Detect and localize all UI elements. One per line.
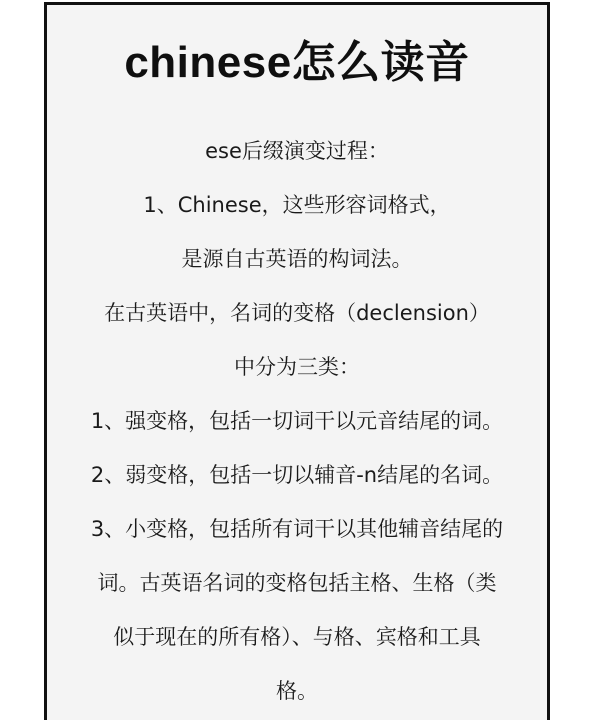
text-line: 1、强变格，包括一切词干以元音结尾的词。 xyxy=(90,409,504,433)
text-line: 在古英语中，名词的变格（declension） xyxy=(104,301,490,325)
text-line: 中分为三类： xyxy=(234,355,360,379)
text-line: 似于现在的所有格）、与格、宾格和工具 xyxy=(113,625,481,649)
page-title: chinese怎么读音 xyxy=(124,38,470,87)
text-line: 词。古英语名词的变格包括主格、生格（类 xyxy=(97,571,497,595)
text-line: 格。 xyxy=(276,679,318,703)
text-line: ese后缀演变过程： xyxy=(205,139,389,163)
text-line: 3、小变格，包括所有词干以其他辅音结尾的 xyxy=(90,517,504,541)
text-line: 1、Chinese，这些形容词格式， xyxy=(143,193,451,217)
text-line: 2、弱变格，包括一切以辅音-n结尾的名词。 xyxy=(90,463,504,487)
article-card xyxy=(44,2,550,720)
text-line: 是源自古英语的构词法。 xyxy=(181,247,413,271)
